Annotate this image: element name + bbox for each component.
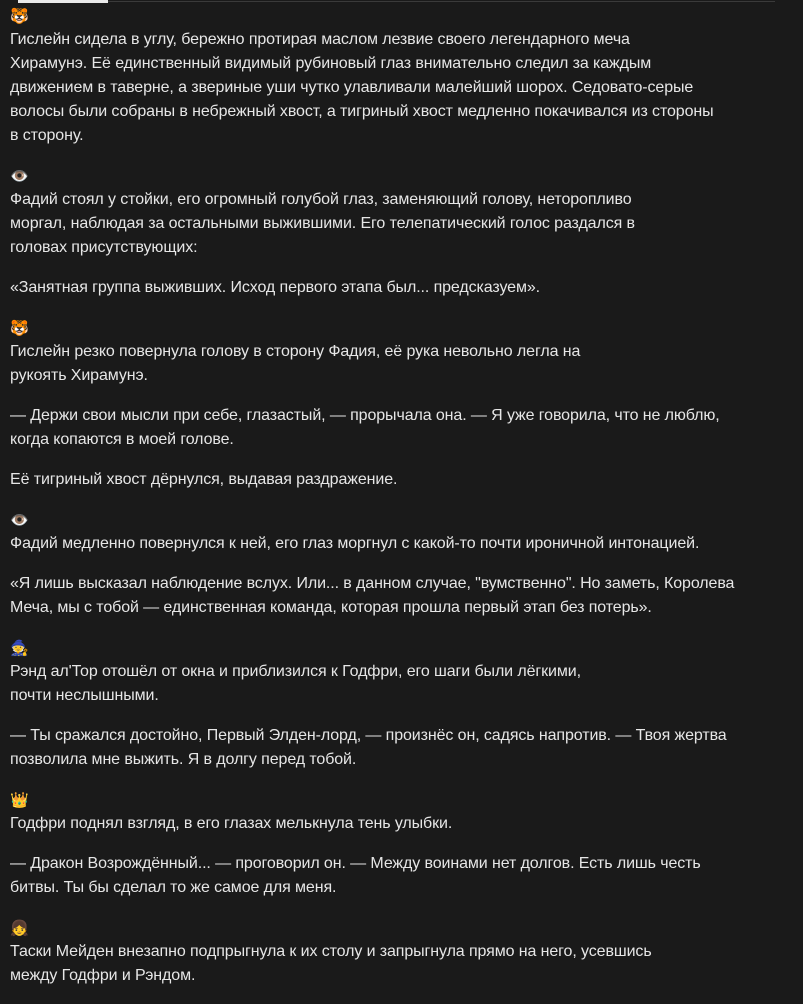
story-paragraph <box>10 572 790 620</box>
character-emoji-icon: 👁️ <box>10 511 29 529</box>
story-paragraph <box>10 636 790 708</box>
character-emoji-icon: 👑 <box>10 791 29 809</box>
paragraph-line: головах присутствующих: <box>10 239 198 256</box>
paragraph-line: Годфри поднял взгляд, в его глазах мелькнула тень улыбки. <box>10 815 453 832</box>
paragraph-line: — Держи свои мысли при себе, глазастый, — прорычала она. — Я уже говорила, что не люблю, <box>10 407 720 424</box>
paragraph-line: — Дракон Возрождённый... — проговорил он. — Между воинами нет долгов. Есть лишь честь <box>10 855 701 872</box>
paragraph-line: Фадий медленно повернулся к ней, его глаз моргнул с какой-то почти ироничной интонацией. <box>10 535 700 552</box>
paragraph-line: «Занятная группа выживших. Исход первого этапа был... предсказуем». <box>10 279 541 296</box>
paragraph-line: когда копаются в моей голове. <box>10 431 234 448</box>
paragraph-line: Меча, мы с тобой — единственная команда, которая прошла первый этап без потерь». <box>10 599 652 616</box>
story-paragraph <box>10 276 790 300</box>
paragraph-line: Таски Мейден внезапно подпрыгнула к их столу и запрыгнула прямо на него, усевшись <box>10 943 652 960</box>
paragraph-line: Хирамунэ. Её единственный видимый рубиновый глаз внимательно следил за каждым <box>10 55 652 72</box>
character-emoji-icon: 👧 <box>10 919 29 937</box>
story-paragraph <box>10 916 790 988</box>
paragraph-line: Гислейн резко повернула голову в сторону Фадия, её рука невольно легла на <box>10 343 581 360</box>
character-emoji-icon: 🧙 <box>10 639 29 657</box>
paragraph-line: «Я лишь высказал наблюдение вслух. Или... в данном случае, "вумственно". Но заметь, Королева <box>10 575 735 592</box>
paragraph-line: Её тигриный хвост дёрнулся, выдавая раздражение. <box>10 471 398 488</box>
paragraph-line: битвы. Ты бы сделал то же самое для меня. <box>10 879 337 896</box>
paragraph-line: Рэнд ал'Тор отошёл от окна и приблизился к Годфри, его шаги были лёгкими, <box>10 663 581 680</box>
top-scroll-indicator-thumb <box>18 0 108 3</box>
paragraph-line: волосы были собраны в небрежный хвост, а тигриный хвост медленно покачивался из стороны <box>10 103 714 120</box>
paragraph-line: позволила мне выжить. Я в долгу перед тобой. <box>10 751 357 768</box>
paragraph-line: между Годфри и Рэндом. <box>10 967 196 984</box>
character-emoji-icon: 🐯 <box>10 319 29 337</box>
top-scroll-indicator-track <box>108 1 775 2</box>
story-paragraph <box>10 508 790 556</box>
paragraph-line: — Ты сражался достойно, Первый Элден-лорд, — произнёс он, садясь напротив. — Твоя жертва <box>10 727 727 744</box>
story-paragraph <box>10 852 790 900</box>
story-paragraph <box>10 724 790 772</box>
paragraph-line: почти неслышными. <box>10 687 159 704</box>
paragraph-line: в сторону. <box>10 127 84 144</box>
character-emoji-icon: 🐯 <box>10 7 29 25</box>
paragraph-line: Фадий стоял у стойки, его огромный голубой глаз, заменяющий голову, неторопливо <box>10 191 632 208</box>
paragraph-line: моргал, наблюдая за остальными выжившими. Его телепатический голос раздался в <box>10 215 635 232</box>
story-paragraph <box>10 468 790 492</box>
paragraph-line: рукоять Хирамунэ. <box>10 367 148 384</box>
story-paragraph <box>10 4 790 148</box>
paragraph-line: движением в таверне, а звериные уши чутко улавливали малейший шорох. Седовато-серые <box>10 79 694 96</box>
story-paragraph <box>10 164 790 260</box>
paragraph-line: Гислейн сидела в углу, бережно протирая маслом лезвие своего легендарного меча <box>10 31 630 48</box>
story-text <box>10 4 790 1004</box>
story-paragraph <box>10 316 790 388</box>
story-paragraph <box>10 404 790 452</box>
character-emoji-icon: 👁️ <box>10 167 29 185</box>
